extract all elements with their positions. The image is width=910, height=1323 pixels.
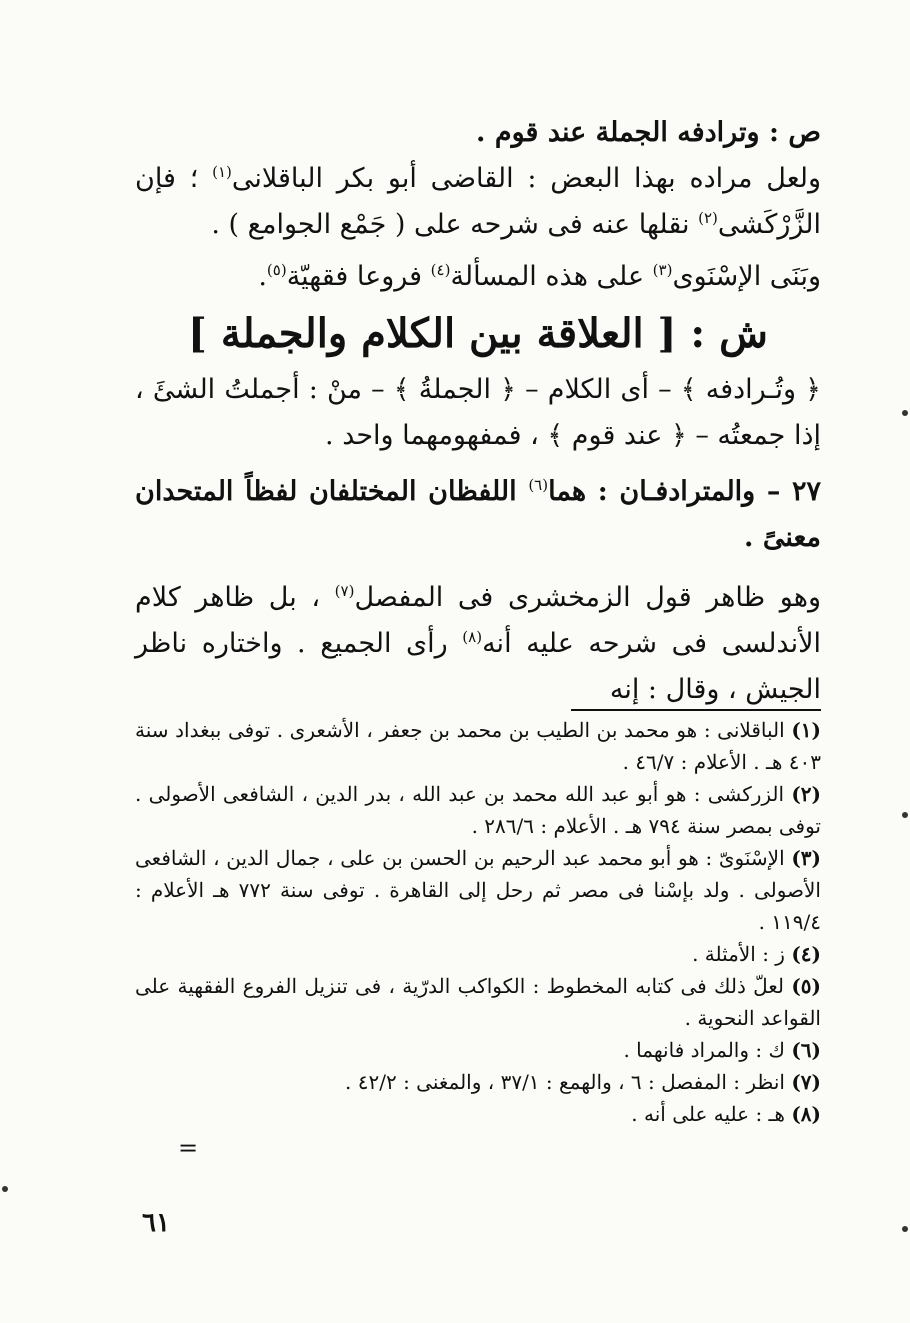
paragraph-baqillani: ولعل مراده بهذا البعض : القاضى أبو بكر الباقلانى$^{(١)}$ ؛ فإن الزَّرْكَشى$^{(٢)}$ نقلها عنه فى شرحه على ( جَمْع الجوامع ) . — [135, 163, 821, 240]
footnote-4: (٤) ز : الأمثلة . — [692, 942, 821, 966]
footnote-ref[interactable]: (٣) — [652, 261, 673, 279]
scan-dot — [902, 410, 908, 416]
footnote-ref[interactable]: (٦) — [528, 476, 549, 494]
paragraph-zamakhshari: وهو ظاهر قول الزمخشرى فى المفصل$^{(٧)}$ ، بل ظاهر كلام الأندلسى فى شرحه عليه أنه$^{(٨)}$ رأى الجميع . واختاره ناظر الجيش ، وقال : إنه — [135, 582, 822, 705]
footnote-2: (٢) الزركشى : هو أبو عبد الله محمد بن عبد الله ، بدر الدين ، الشافعى الأصولى . توفى بمصر سنة ٧٩٤ هـ . الأعلام : ٢٨٦/٦ . — [135, 782, 821, 838]
footnote-8: (٨) هـ : عليه على أنه . — [631, 1102, 821, 1126]
paragraph-isnawi: وبَنَى الإسْنَوى$^{(٣)}$ على هذه المسألة$^{(٤)}$ فروعا فقهيّة$^{(٥)}$. — [258, 261, 821, 292]
continuation-mark: = — [178, 1134, 199, 1162]
main-text-block — [135, 110, 821, 713]
footnote-ref[interactable]: (٤) — [430, 261, 451, 279]
footnote-ref[interactable]: (١) — [212, 163, 232, 181]
footnotes-block — [135, 714, 821, 1130]
footnote-1: (١) الباقلانى : هو محمد بن الطيب بن محمد بن جعفر ، الأشعرى . توفى ببغداد سنة ٤٠٣ هـ . الأعلام : ٤٦/٧ . — [135, 718, 821, 774]
page-number: ٦١ — [142, 1208, 170, 1238]
footnote-ref[interactable]: (٧) — [334, 582, 355, 600]
footnote-3: (٣) الإسْنَوىّ : هو أبو محمد عبد الرحيم بن الحسن بن على ، جمال الدين ، الشافعى الأصولى . ولد بإسْنا فى مصر ثم رحل إلى القاهرة . توفى سنة ٧٧٢ هـ الأعلام : ١١٩/٤ . — [135, 846, 821, 934]
matn-line: ص : وترادفه الجملة عند قوم . — [476, 117, 821, 148]
footnote-separator — [135, 706, 821, 714]
scan-dot — [902, 1226, 908, 1232]
footnote-6: (٦) ك : والمراد فانهما . — [623, 1038, 821, 1062]
separator-line — [571, 709, 821, 711]
footnote-7: (٧) انظر : المفصل : ٦ ، والهمع : ٣٧/١ ، والمغنى : ٤٢/٢ . — [345, 1070, 821, 1094]
footnote-ref[interactable]: (٥) — [266, 261, 287, 279]
footnote-ref[interactable]: (٢) — [698, 209, 718, 227]
paragraph-sharh: ﴿ وتُـرادفه ﴾ – أى الكلام – ﴿ الجملةُ ﴾ – منْ : أجملتُ الشئَ ، إذا جمعتُه – ﴿ عند قوم ﴾ ، فمفهومهما واحد . — [135, 374, 821, 451]
footnote-5: (٥) لعلّ ذلك فى كتابه المخطوط : الكواكب الدرّية ، فى تنزيل الفروع الفقهية على القواعد النحوية . — [135, 974, 821, 1030]
scan-dot — [2, 1186, 8, 1192]
footnote-ref[interactable]: (٨) — [462, 628, 483, 646]
section-heading: ش : [ العلاقة بين الكلام والجملة ] — [188, 310, 768, 357]
paragraph-mutaradifan: ٢٧ – والمترادفـان : هما$^{(٦)}$ اللفظان المختلفان لفظاً المتحدان معنىً . — [135, 476, 821, 553]
scan-dot — [902, 812, 908, 818]
